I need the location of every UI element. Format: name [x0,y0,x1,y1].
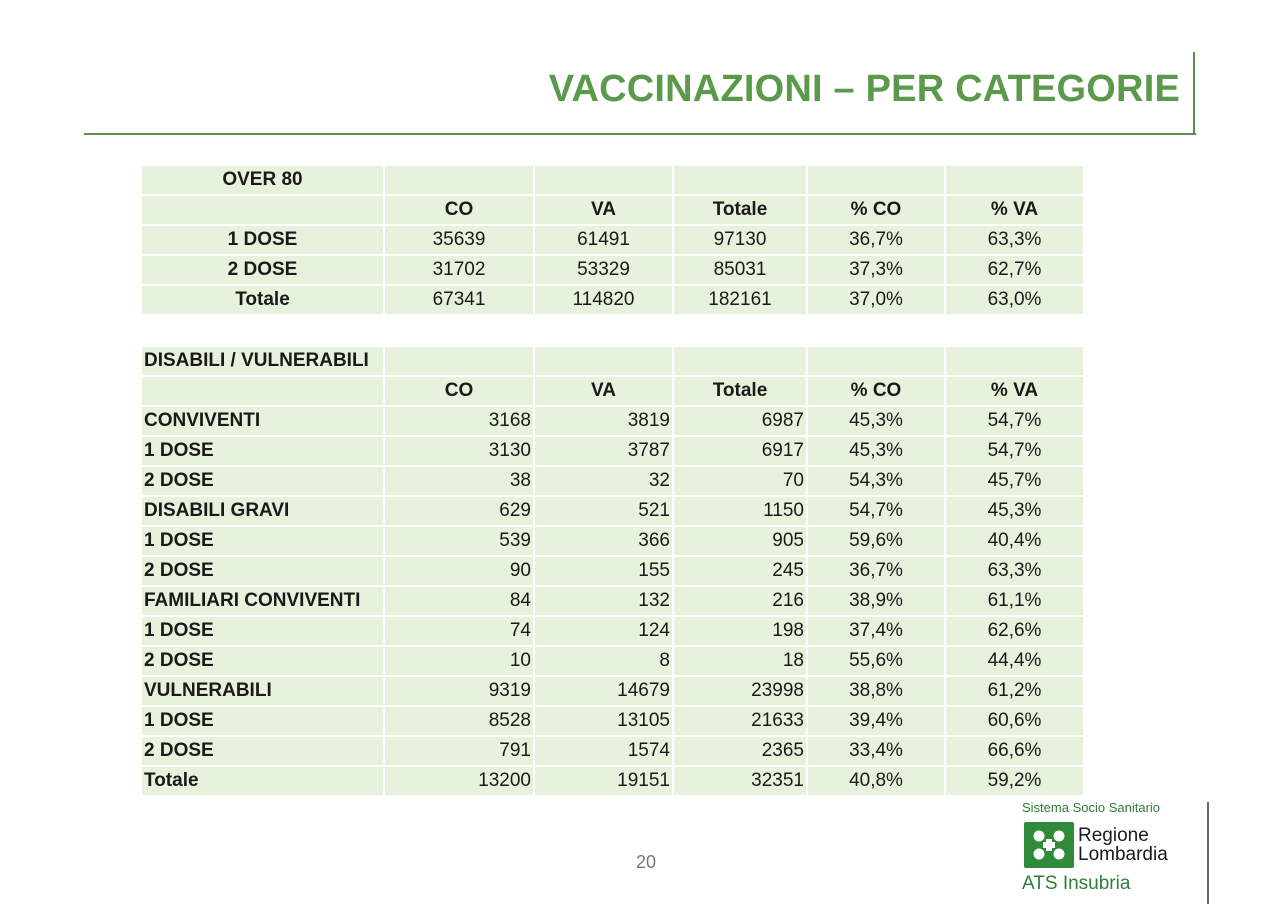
cell-va: 1574 [535,737,672,765]
cell-co: 539 [385,527,533,555]
cell-totale: 182161 [674,286,806,314]
cell-pct-va: 61,2% [946,677,1083,705]
cell-totale: 245 [674,557,806,585]
cell-co: 84 [385,587,533,615]
table-row [142,767,1083,795]
table-row [142,527,1083,555]
cell-totale: 216 [674,587,806,615]
column-header: VA [535,196,672,224]
table-row [142,286,1083,314]
logo-top-text: Sistema Socio Sanitario [1022,800,1161,815]
column-header: % VA [946,196,1083,224]
title-underline [84,133,1196,135]
cell-pct-va: 63,3% [946,557,1083,585]
cell-co: 629 [385,497,533,525]
row-label: 2 DOSE [142,467,383,495]
table-header-row [142,377,1083,405]
row-label: DISABILI GRAVI [142,497,383,525]
cell-totale: 1150 [674,497,806,525]
cell-co: 8528 [385,707,533,735]
row-label: VULNERABILI [142,677,383,705]
logo-side-rule [1207,802,1209,904]
cell-co: 90 [385,557,533,585]
cell-totale: 905 [674,527,806,555]
cell-va: 14679 [535,677,672,705]
title-side-rule [1193,52,1195,134]
cell-totale: 18 [674,647,806,675]
cell-co: 3130 [385,437,533,465]
cell-totale: 85031 [674,256,806,284]
cell-pct-va: 66,6% [946,737,1083,765]
cell-totale: 70 [674,467,806,495]
cell-pct-va: 63,0% [946,286,1083,314]
cell-co: 31702 [385,256,533,284]
table-row [142,256,1083,284]
cell-pct-co: 39,4% [808,707,944,735]
cell-totale: 32351 [674,767,806,795]
row-label: 1 DOSE [142,437,383,465]
lombardia-rose-icon [1024,822,1074,868]
cell-va: 19151 [535,767,672,795]
disabili-table [140,345,1085,797]
cell-va: 13105 [535,707,672,735]
cell-pct-va: 40,4% [946,527,1083,555]
cell-pct-co: 33,4% [808,737,944,765]
logo-region-line2: Lombardia [1078,844,1168,865]
row-label: Totale [142,767,383,795]
row-label: 2 DOSE [142,557,383,585]
cell-pct-co: 37,0% [808,286,944,314]
cell-pct-va: 45,3% [946,497,1083,525]
cell-pct-co: 55,6% [808,647,944,675]
slide-title: VACCINAZIONI – PER CATEGORIE [548,68,1180,110]
cell-pct-co: 45,3% [808,437,944,465]
cell-co: 3168 [385,407,533,435]
cell-pct-co: 38,9% [808,587,944,615]
cell-co: 38 [385,467,533,495]
table-row [142,587,1083,615]
column-header: Totale [674,377,806,405]
lombardia-rose-svg [1024,822,1074,868]
cell-co: 791 [385,737,533,765]
table-row [142,407,1083,435]
cell-va: 3819 [535,407,672,435]
table-row [142,437,1083,465]
cell-totale: 6987 [674,407,806,435]
cell-totale: 2365 [674,737,806,765]
cell-pct-co: 37,4% [808,617,944,645]
cell-totale: 21633 [674,707,806,735]
cell-pct-va: 62,6% [946,617,1083,645]
cell-va: 521 [535,497,672,525]
table-row [142,707,1083,735]
cell-va: 53329 [535,256,672,284]
page-number: 20 [636,852,657,872]
cell-pct-co: 54,3% [808,467,944,495]
cell-va: 155 [535,557,672,585]
cell-va: 366 [535,527,672,555]
table-row [142,557,1083,585]
cell-co: 9319 [385,677,533,705]
cell-va: 132 [535,587,672,615]
column-header: CO [385,196,533,224]
cell-co: 13200 [385,767,533,795]
table-title-row [142,166,1083,194]
cell-pct-va: 54,7% [946,407,1083,435]
cell-pct-va: 45,7% [946,467,1083,495]
logo-ats-text: ATS Insubria [1022,873,1131,894]
table-title-row [142,347,1083,375]
cell-va: 8 [535,647,672,675]
column-header: Totale [674,196,806,224]
logo-region-line1: Regione [1078,825,1149,846]
row-label: 1 DOSE [142,226,383,254]
table-row [142,677,1083,705]
cell-pct-va: 54,7% [946,437,1083,465]
row-label: 2 DOSE [142,256,383,284]
cell-co: 10 [385,647,533,675]
cell-totale: 97130 [674,226,806,254]
table-header-row [142,196,1083,224]
cell-va: 114820 [535,286,672,314]
logo-region-text [1078,826,1168,864]
cell-va: 61491 [535,226,672,254]
table-row [142,617,1083,645]
cell-co: 67341 [385,286,533,314]
cell-pct-co: 40,8% [808,767,944,795]
over80-table [140,164,1085,316]
row-label: FAMILIARI CONVIVENTI [142,587,383,615]
cell-totale: 198 [674,617,806,645]
column-header: % CO [808,196,944,224]
table-row [142,647,1083,675]
table-title: OVER 80 [142,166,383,194]
column-header: CO [385,377,533,405]
table-row [142,497,1083,525]
cell-va: 32 [535,467,672,495]
cell-pct-va: 60,6% [946,707,1083,735]
cell-pct-co: 54,7% [808,497,944,525]
regione-lombardia-logo [1022,800,1202,900]
cell-co: 74 [385,617,533,645]
cell-pct-va: 44,4% [946,647,1083,675]
cell-co: 35639 [385,226,533,254]
row-label: 2 DOSE [142,737,383,765]
cell-va: 3787 [535,437,672,465]
cell-pct-va: 62,7% [946,256,1083,284]
table-row [142,226,1083,254]
cell-pct-co: 45,3% [808,407,944,435]
row-label: CONVIVENTI [142,407,383,435]
cell-pct-co: 59,6% [808,527,944,555]
row-label: 1 DOSE [142,527,383,555]
cell-pct-co: 38,8% [808,677,944,705]
row-label: 1 DOSE [142,707,383,735]
cell-pct-va: 59,2% [946,767,1083,795]
cell-pct-co: 37,3% [808,256,944,284]
table-row [142,467,1083,495]
cell-pct-va: 63,3% [946,226,1083,254]
column-header: % VA [946,377,1083,405]
cell-pct-co: 36,7% [808,226,944,254]
column-header: VA [535,377,672,405]
row-label: 1 DOSE [142,617,383,645]
cell-pct-va: 61,1% [946,587,1083,615]
row-label: Totale [142,286,383,314]
cell-totale: 6917 [674,437,806,465]
row-label: 2 DOSE [142,647,383,675]
cell-va: 124 [535,617,672,645]
table-row [142,737,1083,765]
cell-pct-co: 36,7% [808,557,944,585]
table-title: DISABILI / VULNERABILI [142,347,383,375]
column-header: % CO [808,377,944,405]
cell-totale: 23998 [674,677,806,705]
